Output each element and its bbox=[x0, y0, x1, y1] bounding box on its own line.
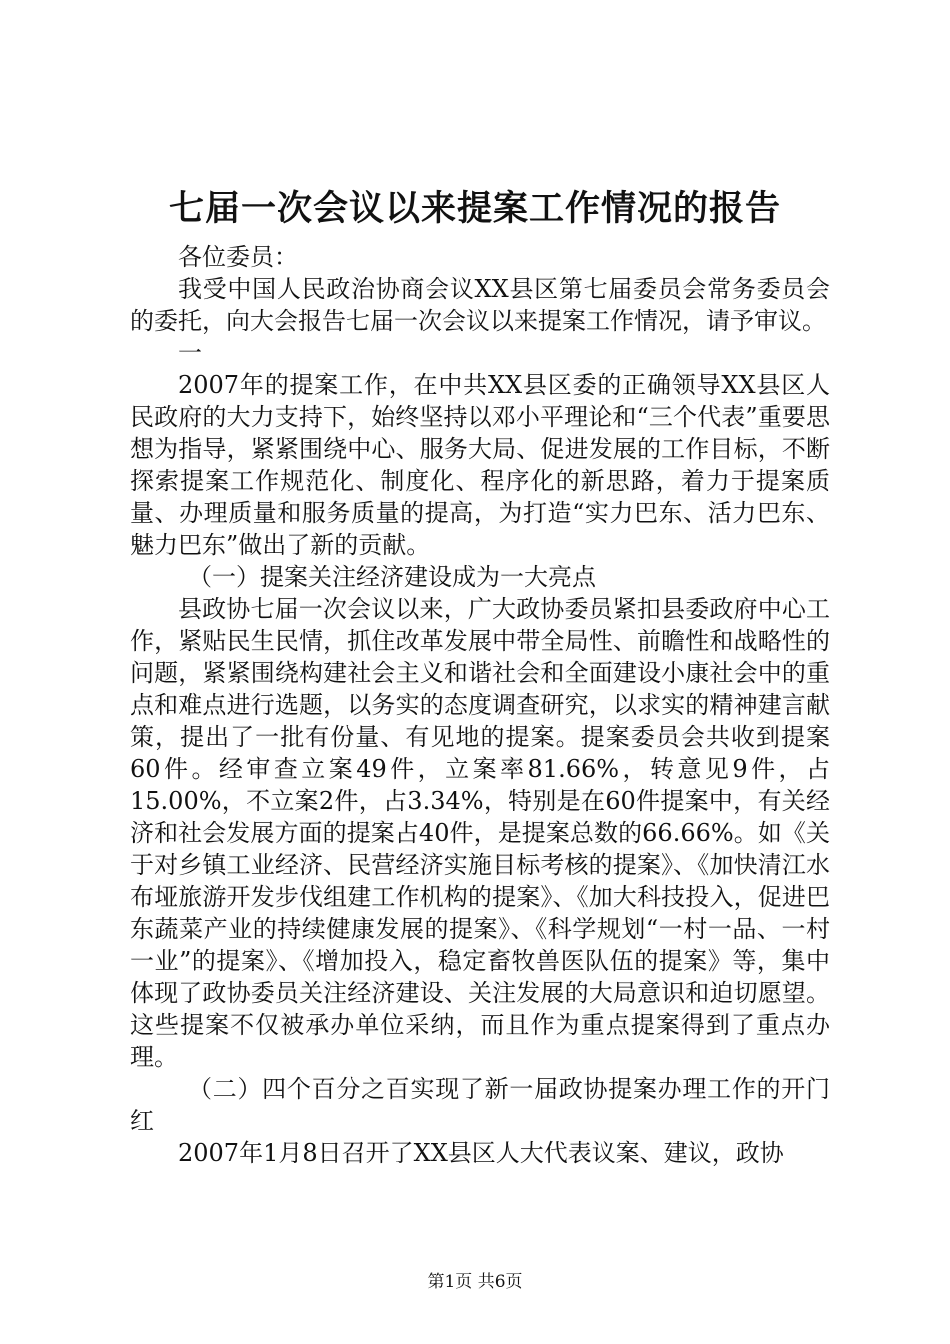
intro-paragraph: 我受中国人民政治协商会议XX县区第七届委员会常务委员会的委托，向大会报告七届一次会议以来提案工作情况，请予审议。 bbox=[130, 275, 830, 335]
salutation: 各位委员： bbox=[178, 243, 298, 271]
section-number: 一 bbox=[178, 339, 202, 367]
document-title: 七届一次会议以来提案工作情况的报告 bbox=[168, 188, 781, 229]
subheading-one: （一）提案关注经济建设成为一大亮点 bbox=[188, 563, 596, 591]
subheading-two: （二）四个百分之百实现了新一届政协提案办理工作的开门红 bbox=[130, 1075, 830, 1135]
economy-paragraph: 县政协七届一次会议以来，广大政协委员紧扣县委政府中心工作，紧贴民生民情，抓住改革发展中带全局性、前瞻性和战略性的问题，紧紧围绕构建社会主义和谐社会和全面建设小康社会中的重点和难点进行选题，以务实的态度调查研究，以求实的精神建言献策，提出了一批有份量、有见地的提案。提案委员会共收到提案60件。经审查立案49件，立案率81.66%，转意见9件，占15.00%，不立案2件，占3.34%，特别是在60件提案中，有关经济和社会发展方面的提案占40件，是提案总数的66.66%。如《关于对乡镇工业经济、民营经济实施目标考核的提案》、《加快清江水布垭旅游开发步伐组建工作机构的提案》、《加大科技投入，促进巴东蔬菜产业的持续健康发展的提案》、《科学规划“一村一品、一村一业”的提案》、《增加投入，稳定畜牧兽医队伍的提案》等，集中体现了政协委员关注经济建设、关注发展的大局意识和迫切愿望。这些提案不仅被承办单位采纳，而且作为重点提案得到了重点办理。 bbox=[130, 595, 830, 1071]
page-number-footer: 第1页 共6页 bbox=[427, 1272, 523, 1292]
overview-paragraph: 2007年的提案工作，在中共XX县区委的正确领导XX县区人民政府的大力支持下，始终坚持以邓小平理论和“三个代表”重要思想为指导，紧紧围绕中心、服务大局、促进发展的工作目标，不断探索提案工作规范化、制度化、程序化的新思路，着力于提案质量、办理质量和服务质量的提高，为打造“实力巴东、活力巴东、魅力巴东”做出了新的贡献。 bbox=[130, 371, 830, 559]
meeting-paragraph: 2007年1月8日召开了XX县区人大代表议案、建议，政协 bbox=[178, 1139, 784, 1167]
document-body bbox=[130, 241, 830, 1169]
